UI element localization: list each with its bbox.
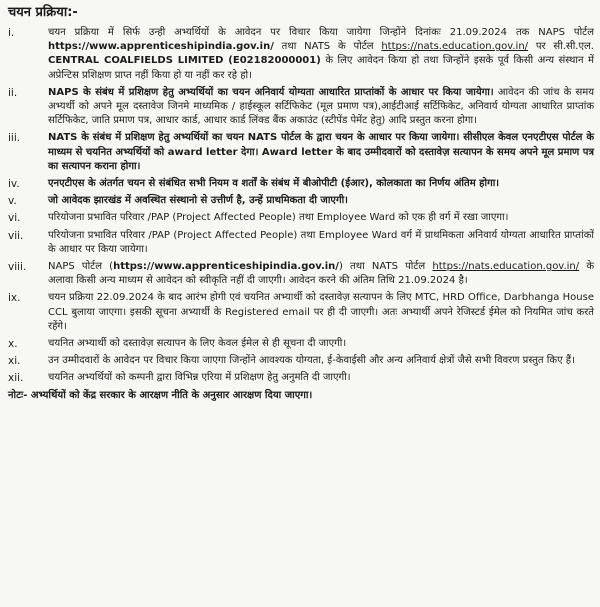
- item-number: ix.: [8, 292, 21, 305]
- item-number: iii.: [8, 132, 21, 145]
- item-text: [48, 86, 594, 129]
- bold-text: एनएटीएस के अंतर्गत चयन से संबंधित सभी नियम व शर्तों के संबंध में बीओपीटी (ईआर), कोलकाता का निर्णय अंतिम होगा।: [48, 178, 500, 190]
- text-segment: उन उम्मीदवारों के आवेदन पर विचार किया जाएगा जिन्होंने आवश्यक योग्यता, ई-केवाईसी और अन्य अनिवार्य क्षेत्रों जैसे सभी विवरण प्रस्तुत किए हैं।: [48, 355, 575, 367]
- item-text: [48, 131, 594, 174]
- item-text: [48, 337, 594, 351]
- text-segment: परियोजना प्रभावित परिवार /PAP (Project Affected People) तथा Employee Ward को एक ही वर्ग में रखा जाएगा।: [48, 212, 509, 224]
- item-text: [48, 177, 594, 191]
- selection-process-list: [6, 26, 594, 386]
- text-segment: परियोजना प्रभावित परिवार /PAP (Project Affected People) तथा Employee Ward वर्ग में प्राथमिकता अनिवार्य योग्यता आधारित प्राप्तांकों के आधार पर किया जायेगा।: [48, 229, 594, 255]
- item-number: v.: [8, 195, 17, 208]
- text-segment: NAPS पोर्टल (: [48, 261, 114, 273]
- text-segment: चयनित अभ्यर्थियों को कम्पनी द्वारा विभिन्न एरिया में प्रशिक्षण हेतु अनुमति दी जाएगी।: [48, 372, 351, 384]
- item-text: [48, 260, 594, 288]
- bold-text: CENTRAL COALFIELDS LIMITED (E02182000001): [48, 55, 321, 67]
- item-number: x.: [8, 338, 18, 351]
- text-segment: पर सी.सी.एल.: [528, 41, 594, 53]
- item-text: [48, 194, 594, 208]
- item-number: iv.: [8, 178, 20, 191]
- text-segment: चयन प्रक्रिया में सिर्फ उन्ही अभ्यर्थियों के आवेदन पर विचार किया जायेगा जिन्होंने दिनांकः 21.09.2024 तक NAPS पोर्टल: [48, 27, 594, 38]
- list-item: [6, 26, 594, 83]
- bold-text: https://www.apprenticeshipindia.gov.in/: [113, 261, 339, 273]
- item-text: [48, 354, 594, 368]
- item-number: ii.: [8, 86, 18, 99]
- section-heading: चयन प्रक्रिया:-: [8, 5, 78, 20]
- reservation-note: नोटः- अभ्यर्थियों को केंद्र सरकार के आरक्षण नीति के अनुसार आरक्षण दिया जाएगा।: [8, 389, 313, 401]
- nats-portal-link[interactable]: https://nats.education.gov.in/: [381, 41, 529, 53]
- text-segment: ) तथा NATS पोर्टल: [338, 261, 433, 273]
- text-segment: चयनित अभ्यार्थी को दस्तावेज़ सत्यापन के लिए केवल ईमेल से ही सूचना दी जाएगी।: [48, 338, 347, 350]
- text-segment: तथा NATS के पोर्टल: [273, 41, 382, 53]
- item-number: xii.: [8, 372, 24, 385]
- list-item: [6, 229, 594, 257]
- item-number: viii.: [8, 261, 27, 274]
- bold-text: NAPS के संबंध में प्रशिक्षण हेतु अभ्यर्थियों का चयन अनिवार्य योग्यता आधारित प्राप्तांकों के आधार पर किया जायेगा।: [48, 86, 494, 98]
- nats-portal-link[interactable]: https://nats.education.gov.in/: [432, 261, 580, 273]
- text-segment: चयन प्रक्रिया 22.09.2024 के बाद आरंभ होगी एवं चयनित अभ्यार्थी को दस्तावेज़ सत्यापन के लिए MTC, HRD Office, Darbhanga House CCL बुलाया जाएगा। इसकी सूचना अभ्यार्थी के Registered email पर ही दी जाएगी। अतः अभ्यार्थी अपने रेजिस्टर्ड ईमेल को नियमित जांच करते रहेंगे।: [48, 292, 594, 332]
- list-item: [6, 86, 594, 129]
- item-number: i.: [8, 27, 15, 39]
- text-segment: आवेदन की जांच के समय अभ्यर्थी को अपने मूल दस्तावेज जिनमे माध्यमिक / हाईस्कूल सर्टिफिकेट (मूल प्रमाण पत्र),आईटीआई सर्टिफिकेट, अनिवार्य योग्यता आधारित प्राप्तांक सर्टिफिकेट, जाति प्रमाण पत्र, आधार कार्ड, आधार कार्ड लिंक्ड बैंक अकाउंट (स्टीपेंड पेमेंट हेतु) आदि प्रस्तुत करना होगा।: [48, 86, 594, 127]
- list-item: [6, 291, 594, 334]
- text-segment: के लिए आवेदन किया हो तथा जिन्होंने इसके पूर्व किसी अन्य संस्थान में अप्रेन्टिस प्रशिक्षण प्राप्त नहीं किया हो या नहीं कर रहे हो।: [48, 55, 594, 81]
- item-text: [48, 371, 594, 385]
- item-text: [48, 229, 594, 257]
- list-item: [6, 354, 594, 368]
- list-item: [6, 177, 594, 191]
- item-text: [48, 291, 594, 334]
- list-item: [6, 371, 594, 385]
- list-item: [6, 131, 594, 174]
- item-number: xi.: [8, 355, 21, 368]
- item-text: [48, 211, 594, 225]
- text-segment: के अलावा किसी अन्य माध्यम से आवेदन को स्वीकृति नहीं दी जाएगी। आवेदन करने की अंतिम तिथि 21.09.2024 है।: [48, 261, 595, 287]
- list-item: [6, 260, 594, 288]
- bold-text: जो आवेदक झारखंड में अवस्थित संस्थानो से उत्तीर्ण है, उन्हें प्राथमिकता दी जाएगी।: [48, 195, 348, 207]
- item-number: vii.: [8, 229, 24, 242]
- list-item: [6, 337, 594, 351]
- item-text: [48, 26, 594, 83]
- list-item: [6, 194, 594, 208]
- bold-text: NATS के संबंध में प्रशिक्षण हेतु अभ्यर्थियों का चयन NATS पोर्टल के द्वारा चयन के आधार पर किया जायेगा। सीसीएल केवल एनएटीएस पोर्टल के माध्यम से चयनित अभ्यर्थियों को award letter देगा। Award letter के बाद उम्मीदवारों को दस्तावेज़ सत्यापन के समय अपने मूल प्रमाण पत्र का सत्यापन कराना होगा।: [48, 132, 594, 172]
- item-number: vi.: [8, 212, 21, 225]
- list-item: [6, 211, 594, 225]
- bold-text: https://www.apprenticeshipindia.gov.in/: [48, 41, 274, 53]
